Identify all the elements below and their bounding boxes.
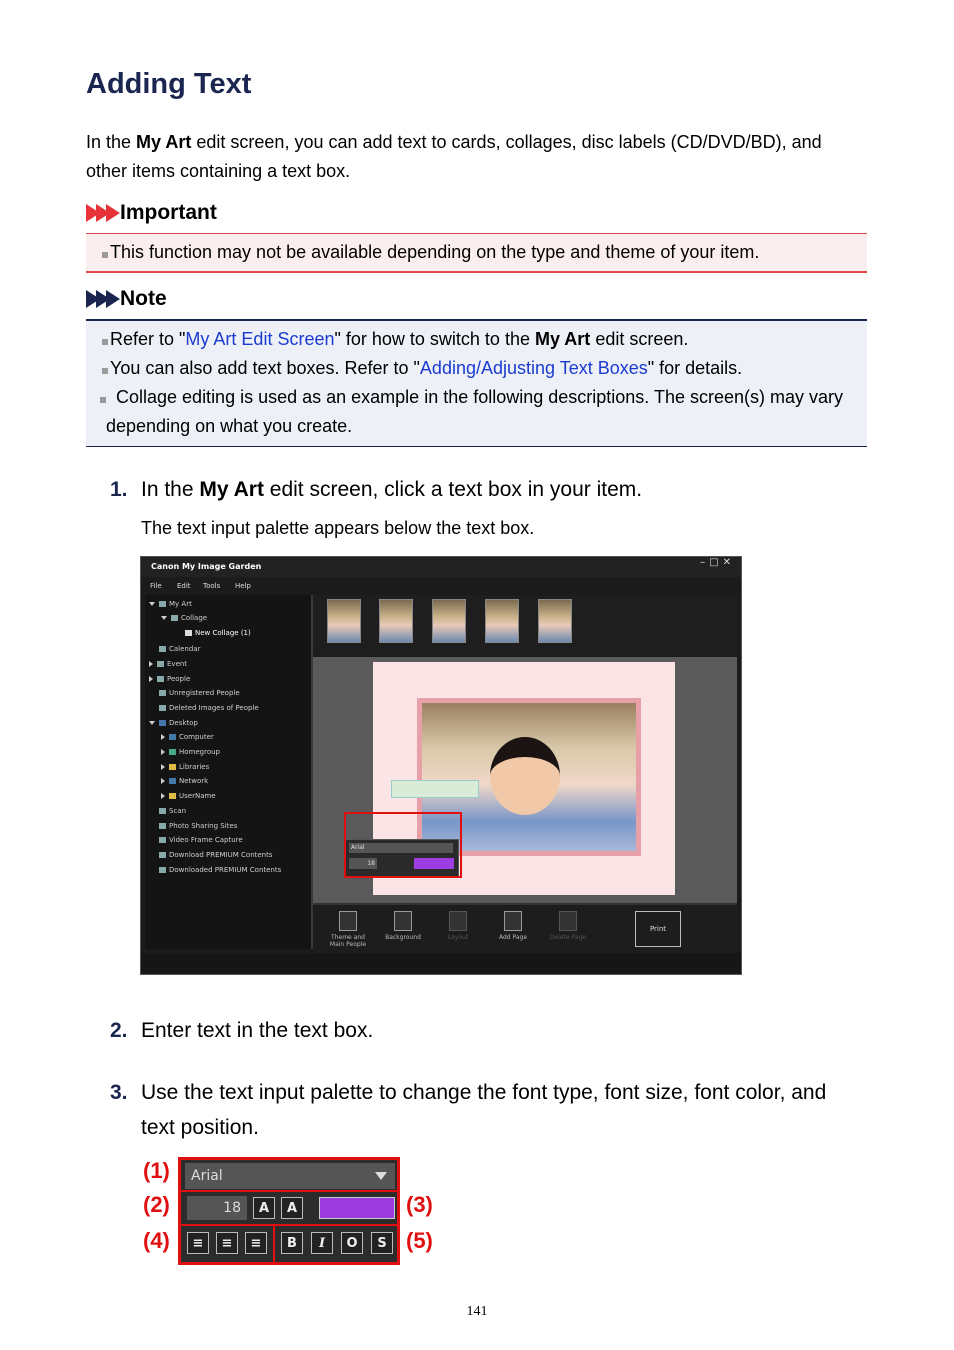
highlight-style [273,1224,400,1265]
delete-page-button[interactable]: Delete Page [543,911,593,941]
palette-size-field[interactable]: 18 [349,858,377,869]
shadow-icon[interactable]: S [371,1232,393,1254]
photo-thumbnail[interactable] [432,599,466,643]
dropdown-arrow-icon [375,1172,387,1180]
important-arrows-icon [86,204,116,222]
step-2: 2. Enter text in the text box. [110,1019,374,1042]
align-center-icon[interactable]: ≡ [216,1232,238,1254]
window-controls-icon: –□✕ [700,557,735,568]
callout-3: (3) [406,1192,433,1217]
tree-item[interactable]: Photo Sharing Sites [159,822,237,830]
tree-item[interactable]: Homegroup [161,748,220,756]
photo-thumbnail[interactable] [379,599,413,643]
menu-edit[interactable]: Edit [177,582,191,590]
callout-5: (5) [406,1228,433,1253]
bottom-toolbar [313,903,737,953]
tree-item[interactable]: Network [161,777,208,785]
text-palette-detail [178,1157,400,1265]
background-button[interactable]: Background [378,911,428,941]
my-image-garden-screenshot [140,556,742,975]
thumbnail-strip [313,595,737,655]
font-select[interactable]: Arial [185,1163,395,1189]
italic-icon[interactable]: I [311,1232,333,1254]
step-3: 3. Use the text input palette to change the font type, font size, font color, and text position. [110,1081,827,1139]
step-1-subtext: The text input palette appears below the text box. [141,518,535,538]
decrease-font-size-icon[interactable]: A [281,1197,303,1219]
note-arrows-icon [86,290,116,308]
edit-canvas [313,657,737,903]
note-item-1: Refer to "My Art Edit Screen" for how to switch to the My Art edit screen. [110,325,855,354]
intro-paragraph: In the My Art edit screen, you can add text to cards, collages, disc labels (CD/DVD/BD), and other items containing a text box. [86,132,822,181]
tree-item[interactable]: Downloaded PREMIUM Contents [159,866,281,874]
adding-text-boxes-link[interactable]: Adding/Adjusting Text Boxes [419,358,648,378]
callout-2: (2) [143,1192,170,1217]
note-box [86,319,867,447]
menu-help[interactable]: Help [235,582,251,590]
tree-item[interactable]: Computer [161,733,214,741]
callout-4: (4) [143,1228,170,1253]
page-number: 141 [466,1304,488,1319]
palette-font-select[interactable]: Arial [349,843,453,853]
highlight-row-2 [178,1190,400,1226]
my-art-edit-screen-link[interactable]: My Art Edit Screen [185,329,335,349]
menu-tools[interactable]: Tools [203,582,221,590]
tree-item[interactable]: UserName [161,792,216,800]
page-title: Adding Text [86,68,252,100]
tree-item[interactable]: Deleted Images of People [159,704,259,712]
tree-item[interactable]: Desktop [149,719,198,727]
add-page-button[interactable]: Add Page [488,911,538,941]
tree-item-selected[interactable]: New Collage (1) [185,629,251,637]
note-heading: Note [86,287,167,311]
important-item: This function may not be available depending on the type and theme of your item. [110,238,855,267]
tree-item[interactable]: Libraries [161,763,209,771]
tree-item[interactable]: My Art [149,600,192,608]
tree-item[interactable]: Collage [161,614,207,622]
outline-icon[interactable]: O [341,1232,363,1254]
photo-thumbnail[interactable] [485,599,519,643]
tree-item[interactable]: Unregistered People [159,689,240,697]
print-button[interactable]: Print [635,911,681,947]
important-heading: Important [86,201,217,225]
highlight-rectangle [344,812,462,878]
tree-item[interactable]: Event [149,660,187,668]
note-item-2: You can also add text boxes. Refer to "Adding/Adjusting Text Boxes" for details. [110,354,855,383]
important-box [86,233,867,273]
font-size-field[interactable]: 18 [187,1196,247,1220]
status-bar [141,953,741,973]
menu-file[interactable]: File [150,582,162,590]
navigation-tree [145,595,313,949]
photo-thumbnail[interactable] [538,599,572,643]
highlight-alignment [178,1224,275,1265]
theme-main-people-button[interactable]: Theme and Main People [323,911,373,948]
menu-bar [141,579,741,593]
tree-item[interactable]: Download PREMIUM Contents [159,851,273,859]
increase-font-size-icon[interactable]: A [253,1197,275,1219]
text-box[interactable] [391,780,479,798]
step-1: 1. In the My Art edit screen, click a text box in your item. [110,478,643,501]
photo-thumbnail[interactable] [327,599,361,643]
layout-button[interactable]: Layout [433,911,483,941]
app-title: Canon My Image Garden [141,557,741,577]
note-item-3: Collage editing is used as an example in the following descriptions. The screen(s) may vary depending on what you create. [96,383,855,441]
bold-icon[interactable]: B [281,1232,303,1254]
tree-item[interactable]: People [149,675,190,683]
align-right-icon[interactable]: ≡ [245,1232,267,1254]
tree-item[interactable]: Video Frame Capture [159,836,243,844]
callout-1: (1) [143,1158,170,1183]
align-left-icon[interactable]: ≡ [187,1232,209,1254]
tree-item[interactable]: Calendar [159,645,200,653]
tree-item[interactable]: Scan [159,807,186,815]
